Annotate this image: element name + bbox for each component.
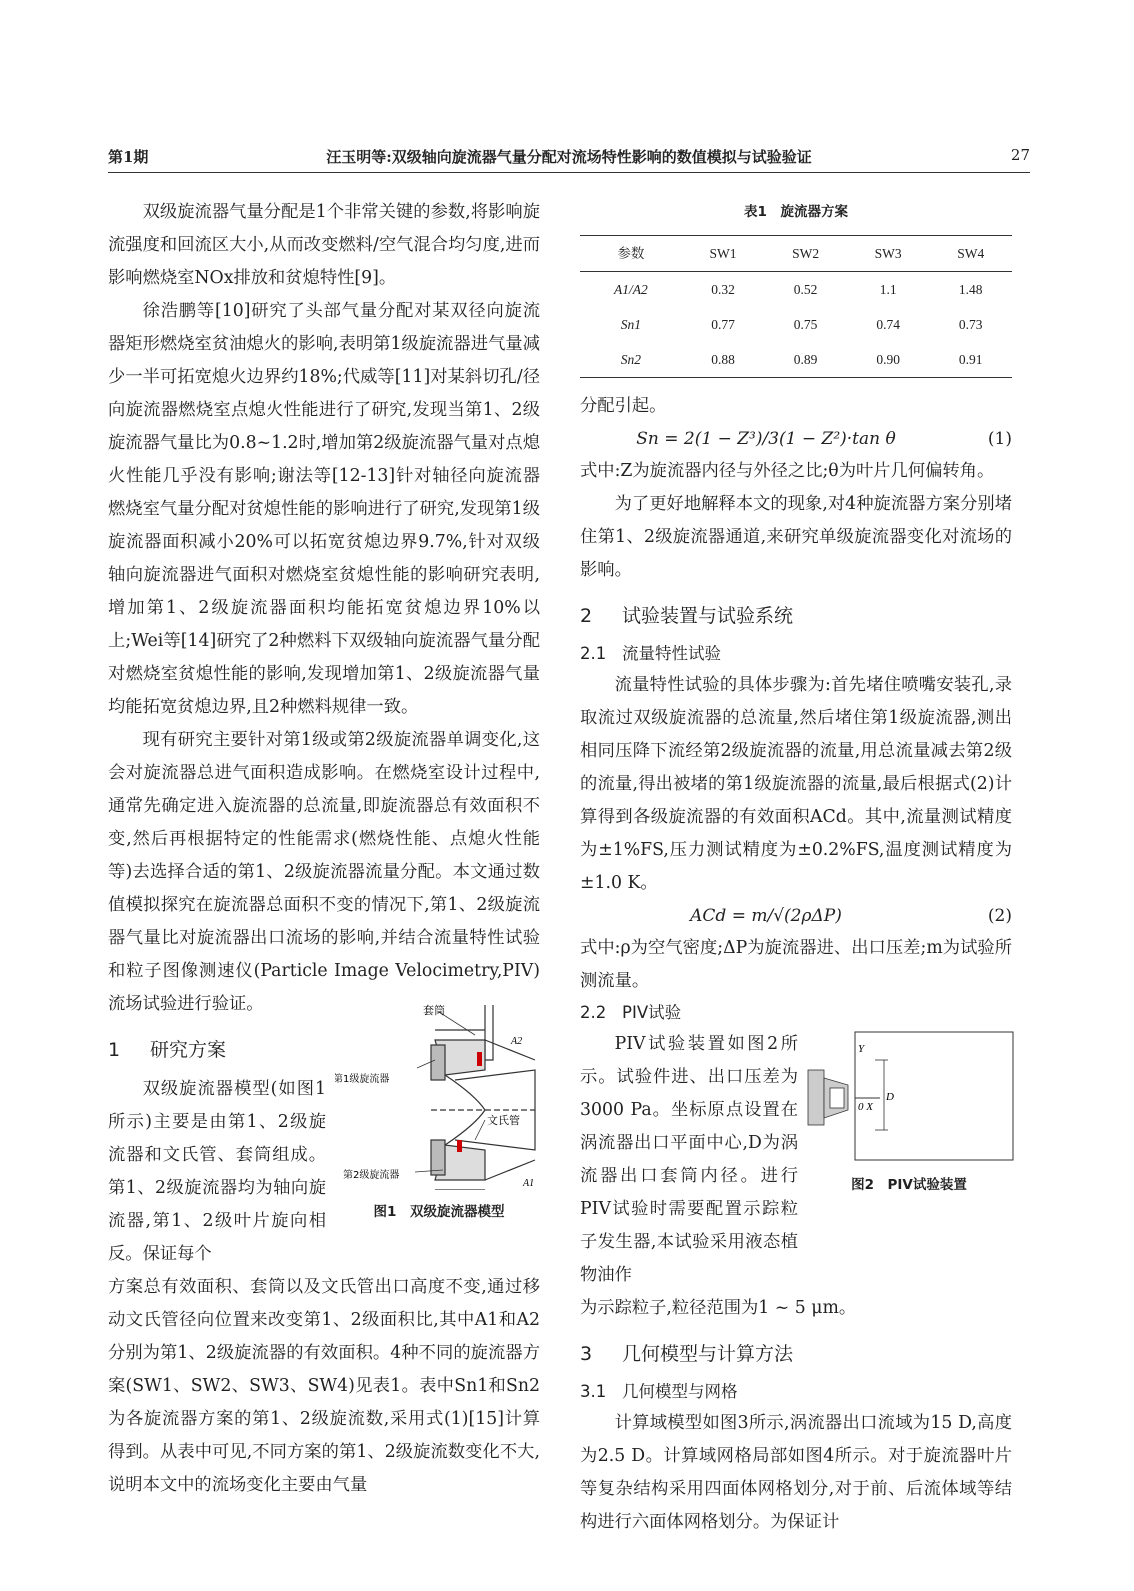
paragraph: 双级旋流器模型(如图1所示)主要是由第1、2级旋流器和文氏管、套筒组成。第1、2级旋流器均为轴向旋流器,第1、2级叶片旋向相反。保证每个 <box>108 1079 326 1264</box>
table-cell: 0.91 <box>929 342 1012 378</box>
table-cell: 1.48 <box>958 282 983 297</box>
equation-2 <box>580 900 1012 932</box>
table-1 <box>580 235 1012 378</box>
table-cell: A1/A2 <box>614 282 648 297</box>
subsection-heading-3-1: 3.1 几何模型与网格 <box>580 1382 738 1401</box>
table-1-caption: 表1 旋流器方案 <box>744 204 848 220</box>
equation-2-formula: ACd = m/√(2ρΔP) <box>690 906 842 926</box>
table-row <box>580 272 1012 308</box>
table-header: SW3 <box>847 236 930 272</box>
equation-2-number: (2) <box>987 906 1012 926</box>
equation-1-number: (1) <box>987 429 1012 449</box>
figure-1 <box>335 1000 543 1220</box>
table-header: SW4 <box>929 236 1012 272</box>
table-header: SW1 <box>682 236 765 272</box>
table-cell: 0.73 <box>958 317 983 332</box>
paragraph: 流量特性试验的具体步骤为:首先堵住喷嘴安装孔,录取流过双级旋流器的总流量,然后堵住第1级旋流器,测出相同压降下流经第2级旋流器的流量,用总流量减去第2级的流量,得出被堵的第1级旋流器的流量,最后根据式(2)计算得到各级旋流器的有效面积ACd。其中,流量测试精度为±1%FS,压力测试精度为±0.2%FS,温度测试精度为±1.0 K。 <box>580 675 1012 893</box>
table-row <box>580 307 1012 342</box>
axis-y-label: Y <box>858 1043 865 1055</box>
equation-1-formula: Sn = 2(1 − Z³)/3(1 − Z²)·tan θ <box>636 429 896 449</box>
table-header: SW2 <box>764 236 847 272</box>
paragraph: 式中:Z为旋流器内径与外径之比;θ为叶片几何偏转角。 <box>580 461 995 481</box>
paragraph: 计算域模型如图3所示,涡流器出口流域为15 D,高度为2.5 D。计算域网格局部如图4所示。对于旋流器叶片等复杂结构采用四面体网格划分,对于前、后流体域等结构进行六面体网格划分。为保证计 <box>580 1413 1012 1532</box>
paragraph: 现有研究主要针对第1级或第2级旋流器单调变化,这会对旋流器总进气面积造成影响。在燃烧室设计过程中,通常先确定进入旋流器的总流量,即旋流器总有效面积不变,然后再根据特定的性能需求(燃烧性能、点熄火性能等)去选择合适的第1、2级旋流器流量分配。本文通过数值模拟探究在旋流器总面积不变的情况下,第1、2级旋流器气量比对旋流器出口流场的影响,并结合流量特性试验和粒子图像测速仪(Particle Image Velocimetry,PIV)流场试验进行验证。 <box>108 730 540 1014</box>
paragraph: PIV试验装置如图2所示。试验件进、出口压差为3000 Pa。坐标原点设置在涡流器出口平面中心,D为涡流器出口套筒内径。进行PIV试验时需要配置示踪粒子发生器,本试验采用液态植物油作 <box>580 1034 798 1285</box>
label-sleeve: 套筒 <box>423 1004 445 1017</box>
label-venturi: 文氏管 <box>487 1114 520 1127</box>
diameter-label: D <box>886 1091 894 1103</box>
subsection-heading-2-2: 2.2 PIV试验 <box>580 1003 682 1022</box>
paragraph: 分配引起。 <box>580 396 667 416</box>
table-cell: 0.75 <box>793 317 818 332</box>
section-heading-2: 2 试验装置与试验系统 <box>580 605 794 627</box>
right-column <box>580 196 1012 1539</box>
table-cell: 1.1 <box>879 282 897 297</box>
table-cell: 0.52 <box>793 282 818 297</box>
table-cell: Sn1 <box>620 317 641 332</box>
table-cell: 0.90 <box>847 342 930 378</box>
table-cell: 0.32 <box>711 282 735 297</box>
left-column <box>108 196 540 1502</box>
figure-2-caption: 图2 PIV试验装置 <box>851 1177 967 1193</box>
paragraph: 双级旋流器气量分配是1个非常关键的参数,将影响旋流强度和回流区大小,从而改变燃料/空气混合均匀度,进而影响燃烧室NOx排放和贫熄特性[9]。 <box>108 202 540 288</box>
label-a1: A1 <box>523 1178 535 1189</box>
label-stage2: 第2级旋流器 <box>343 1170 400 1181</box>
paragraph: 为示踪粒子,粒径范围为1 ~ 5 μm。 <box>580 1298 857 1318</box>
section-heading-1: 1 研究方案 <box>108 1039 227 1061</box>
table-cell: 0.74 <box>876 317 900 332</box>
table-header-row <box>580 236 1012 272</box>
paragraph: 徐浩鹏等[10]研究了头部气量分配对某双径向旋流器矩形燃烧室贫油熄火的影响,表明第1级旋流器进气量减少一半可拓宽熄火边界约18%;代威等[11]对某斜切孔/径向旋流器燃烧室点熄火性能进行了研究,发现当第1、2级旋流器气量比为0.8~1.2时,增加第2级旋流器气量对点熄火性能几乎没有影响;谢法等[12-13]针对轴径向旋流器燃烧室气量分配对贫熄性能的影响进行了研究,发现第1级旋流器面积减小20%可以拓宽贫熄边界9.7%,针对双级轴向旋流器进气面积对燃烧室贫熄性能的影响研究表明,增加第1、2级旋流器面积均能拓宽贫熄边界10%以上;Wei等[14]研究了2种燃料下双级轴向旋流器气量分配对燃烧室贫熄性能的影响,发现增加第1、2级旋流器气量均能拓宽贫熄边界,且2种燃料规律一致。 <box>108 301 540 717</box>
figure-1-caption: 图1 双级旋流器模型 <box>373 1204 505 1220</box>
issue-number: 第1期 <box>108 148 149 166</box>
table-cell: 0.89 <box>764 342 847 378</box>
table-cell: 0.88 <box>682 342 765 378</box>
table-cell: Sn2 <box>580 342 682 378</box>
swirler-model-drawing <box>335 1000 543 1190</box>
paragraph: 式中:ρ为空气密度;ΔP为旋流器进、出口压差;m为试验所测流量。 <box>580 938 1012 991</box>
axis-x-label: 0 X <box>858 1101 873 1113</box>
figure-2 <box>800 1030 1018 1200</box>
paragraph: 方案总有效面积、套筒以及文氏管出口高度不变,通过移动文氏管径向位置来改变第1、2级面积比,其中A1和A2分别为第1、2级旋流器的有效面积。4种不同的旋流器方案(SW1、SW2、SW3、SW4)见表1。表中Sn1和Sn2为各旋流器方案的第1、2级旋流数,采用式(1)[15]计算得到。从表中可见,不同方案的第1、2级旋流数变化不大,说明本文中的流场变化主要由气量 <box>108 1277 540 1495</box>
label-stage1: 第1级旋流器 <box>335 1074 390 1085</box>
paragraph: 为了更好地解释本文的现象,对4种旋流器方案分别堵住第1、2级旋流器通道,来研究单级旋流器变化对流场的影响。 <box>580 494 1012 580</box>
piv-setup-drawing <box>800 1030 1018 1165</box>
running-header <box>108 146 1030 173</box>
running-title: 汪玉明等:双级轴向旋流器气量分配对流场特性影响的数值模拟与试验验证 <box>326 148 812 166</box>
equation-1 <box>580 423 1012 455</box>
table-row <box>580 342 1012 378</box>
section-heading-3: 3 几何模型与计算方法 <box>580 1343 794 1365</box>
page-number: 27 <box>1010 146 1030 164</box>
table-header: 参数 <box>580 236 682 272</box>
table-cell: 0.77 <box>711 317 735 332</box>
subsection-heading-2-1: 2.1 流量特性试验 <box>580 644 721 663</box>
label-a2: A2 <box>511 1036 523 1047</box>
